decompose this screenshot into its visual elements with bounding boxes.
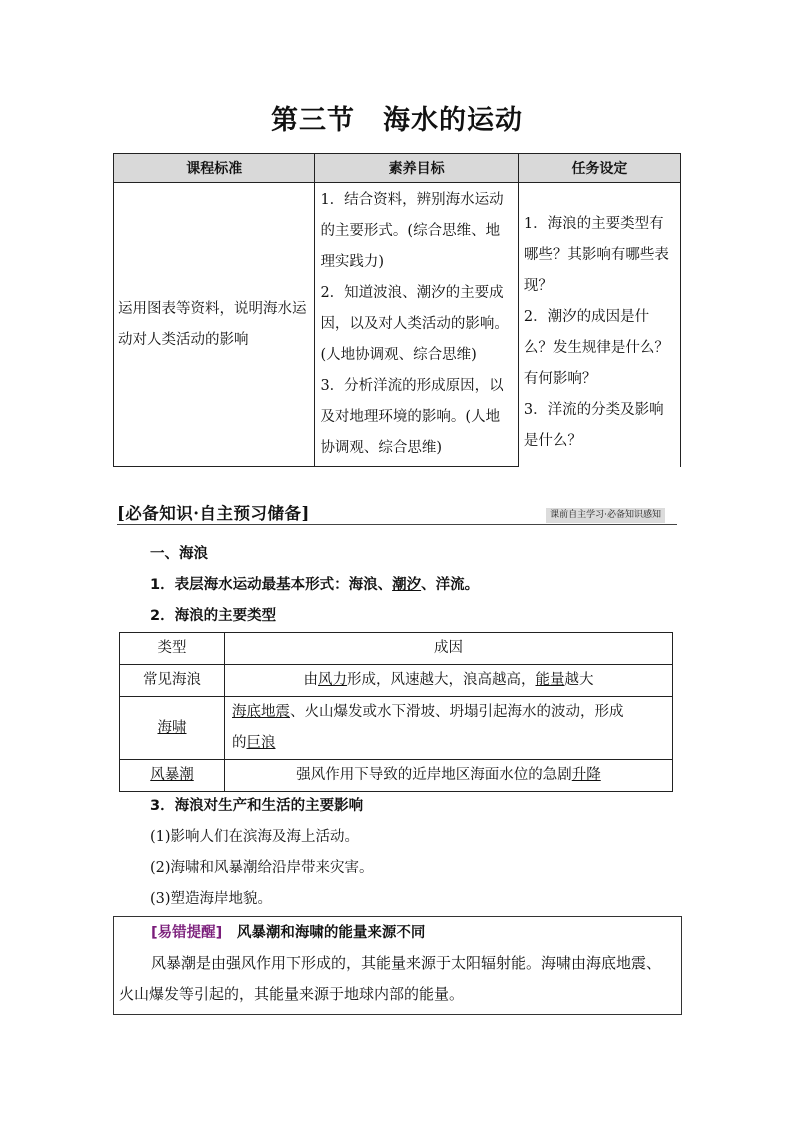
paragraph-3: 3．海浪对生产和生活的主要影响 — [150, 798, 364, 814]
header-type: 类型 — [120, 633, 225, 665]
table-header-row — [114, 154, 681, 183]
section-header — [117, 500, 677, 525]
course-standard-cell: 运用图表等资料，说明海水运动对人类活动的影响 — [114, 183, 315, 467]
table-row — [114, 183, 681, 467]
text-span: 由 — [303, 672, 318, 688]
text-span: 强风作用下导致的近岸地区海面水位的急剧 — [296, 767, 572, 783]
text-span: 的 — [232, 735, 247, 751]
text-span: 越大 — [564, 672, 594, 688]
tip-tag: [易错提醒] — [151, 925, 223, 941]
answer-wind: 风力 — [318, 672, 347, 688]
section-badge: 课前自主学习·必备知识感知 — [546, 508, 665, 523]
course-overview-table — [113, 153, 681, 467]
cause-cell — [225, 697, 673, 760]
table-row — [120, 697, 673, 760]
paragraph-1 — [150, 573, 479, 594]
type-cell: 常见海浪 — [120, 665, 225, 697]
text-span: 、洋流。 — [421, 577, 480, 593]
task-item: 1．海浪的主要类型有哪些？其影响有哪些表现？ — [523, 216, 669, 294]
tip-text-line: 风暴潮是由强风作用下形成的，其能量来源于太阳辐射能。海啸由海底地震、 — [151, 954, 662, 972]
wave-types-table — [119, 632, 673, 792]
answer-tsunami: 海啸 — [157, 719, 187, 736]
type-cell — [120, 760, 225, 792]
cause-cell — [225, 665, 673, 697]
table-header-row — [120, 633, 673, 665]
goal-item: 2．知道波浪、潮汐的主要成因，以及对人类活动的影响。(人地协调观、综合思维) — [320, 285, 509, 363]
answer-huge-wave: 巨浪 — [246, 735, 276, 751]
goal-item: 1．结合资料，辨别海水运动的主要形式。(综合思维、地理实践力) — [320, 192, 504, 270]
list-item: (2)海啸和风暴潮给沿岸带来灾害。 — [150, 860, 374, 876]
tip-heading-line — [151, 921, 425, 942]
section-title: [必备知识·自主预习储备] — [117, 504, 310, 523]
header-cause: 成因 — [225, 633, 673, 665]
answer-tides: 潮汐 — [392, 577, 422, 593]
text-span: 、火山爆发或水下滑坡、坍塌引起海水的波动，形成 — [290, 704, 624, 720]
literacy-goals-cell — [315, 183, 518, 467]
list-item: (1)影响人们在滨海及海上活动。 — [150, 829, 360, 845]
tip-text-line: 火山爆发等引起的，其能量来源于地球内部的能量。 — [119, 985, 465, 1003]
page-title: 第三节 海水的运动 — [271, 105, 523, 136]
answer-storm-surge: 风暴潮 — [150, 767, 194, 783]
tip-heading: 风暴潮和海啸的能量来源不同 — [236, 925, 426, 941]
header-literacy-goals: 素养目标 — [315, 154, 518, 183]
text-span: 形成，风速越大，浪高越高， — [347, 672, 536, 688]
type-cell — [120, 697, 225, 760]
heading-waves: 一、海浪 — [150, 546, 208, 562]
table-row — [120, 665, 673, 697]
answer-seafloor-earthquake: 海底地震 — [232, 704, 290, 720]
goal-item: 3．分析洋流的形成原因，以及对地理环境的影响。(人地协调观、综合思维) — [320, 378, 504, 456]
table-row — [120, 760, 673, 792]
header-tasks: 任务设定 — [518, 154, 680, 183]
task-item: 3．洋流的分类及影响是什么？ — [523, 402, 664, 449]
answer-rise-fall: 升降 — [571, 767, 601, 783]
tip-box — [113, 916, 682, 1015]
header-course-standard: 课程标准 — [114, 154, 315, 183]
text-span: 1．表层海水运动最基本形式：海浪、 — [150, 577, 393, 593]
tasks-cell — [518, 183, 680, 467]
paragraph-2: 2．海浪的主要类型 — [150, 608, 277, 624]
cause-cell — [225, 760, 673, 792]
task-item: 2．潮汐的成因是什么？发生规律是什么？有何影响？ — [523, 309, 669, 387]
list-item: (3)塑造海岸地貌。 — [150, 891, 273, 907]
answer-energy: 能量 — [535, 672, 565, 688]
